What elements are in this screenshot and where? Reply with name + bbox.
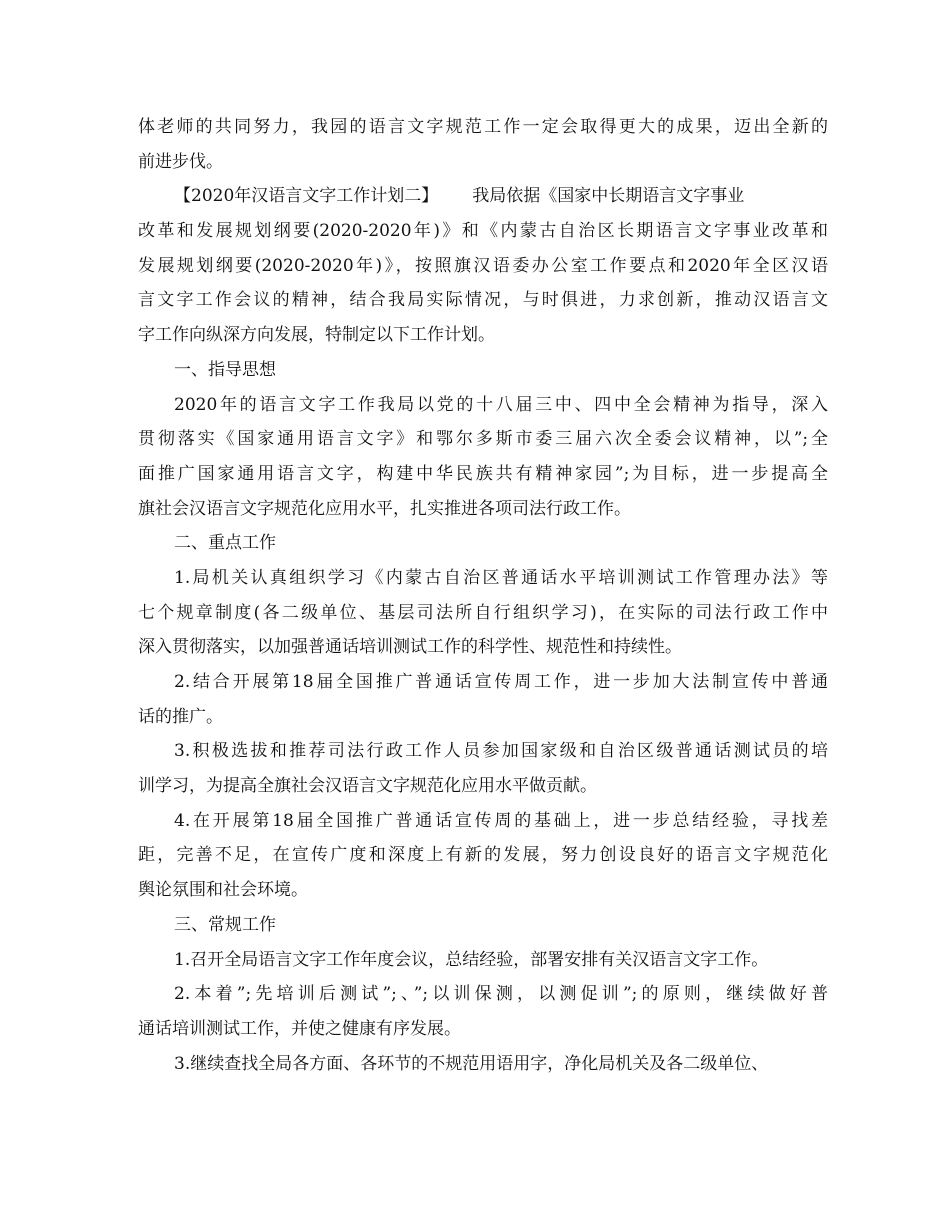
section-heading: 一、指导思想 bbox=[174, 359, 276, 380]
text-line: 七个规章制度(各二级单位、基层司法所自行组织学习)，在实际的司法行政工作中 bbox=[138, 602, 828, 623]
text-line: 发展规划纲要(2020-2020年)》，按照旗汉语委办公室工作要点和2020年全区汉语 bbox=[138, 255, 828, 276]
text-line: 话的推广。 bbox=[138, 706, 223, 727]
section-heading: 【2020年汉语言文字工作计划二】 bbox=[174, 186, 439, 207]
section-heading-line bbox=[138, 179, 828, 214]
text-line: 旗社会汉语言文字规范化应用水平，扎实推进各项司法行政工作。 bbox=[138, 498, 631, 519]
text-line: 体老师的共同努力，我园的语言文字规范工作一定会取得更大的成果，迈出全新的 bbox=[138, 117, 828, 137]
text-line: 2.本着”;先培训后测试”;、”;以训保测，以测促训”;的原则，继续做好普 bbox=[174, 984, 828, 1005]
text-line: 距，完善不足，在宣传广度和深度上有新的发展，努力创设良好的语言文字规范化 bbox=[138, 845, 828, 866]
text-line: 贯彻落实《国家通用语言文字》和鄂尔多斯市委三届六次全委会议精神，以”;全 bbox=[138, 429, 828, 450]
text-line: 训学习，为提高全旗社会汉语言文字规范化应用水平做贡献。 bbox=[138, 776, 597, 797]
section-heading: 三、常规工作 bbox=[174, 914, 276, 935]
text-line: 通话培训测试工作，并使之健康有序发展。 bbox=[138, 1018, 461, 1039]
section-heading: 二、重点工作 bbox=[174, 533, 276, 554]
text-line: 3.继续查找全局各方面、各环节的不规范用语用字，净化局机关及各二级单位、 bbox=[174, 1053, 769, 1074]
text-line: 我局依据《国家中长期语言文字事业 bbox=[472, 186, 745, 207]
text-line: 舆论氛围和社会环境。 bbox=[138, 880, 308, 901]
text-line: 4.在开展第18届全国推广普通话宣传周的基础上，进一步总结经验，寻找差 bbox=[174, 810, 828, 831]
text-line: 2.结合开展第18届全国推广普通话宣传周工作，进一步加大法制宣传中普通 bbox=[174, 672, 828, 692]
text-line: 前进步伐。 bbox=[138, 151, 223, 172]
text-line: 深入贯彻落实，以加强普通话培训测试工作的科学性、规范性和持续性。 bbox=[138, 637, 682, 658]
text-line: 1.召开全局语言文字工作年度会议，总结经验，部署安排有关汉语言文字工作。 bbox=[174, 949, 769, 970]
text-line: 3.积极选拔和推荐司法行政工作人员参加国家级和自治区级普通话测试员的培 bbox=[174, 741, 828, 762]
text-line: 字工作向纵深方向发展，特制定以下工作计划。 bbox=[138, 325, 495, 346]
text-line: 改革和发展规划纲要(2020-2020年)》和《内蒙古自治区长期语言文字事业改革和 bbox=[138, 221, 828, 242]
text-line: 面推广国家通用语言文字，构建中华民族共有精神家园”;为目标，进一步提高全 bbox=[138, 463, 828, 484]
document-body bbox=[138, 110, 828, 1081]
text-line: 2020年的语言文字工作我局以党的十八届三中、四中全会精神为指导，深入 bbox=[174, 394, 828, 415]
text-line: 1.局机关认真组织学习《内蒙古自治区普通话水平培训测试工作管理办法》等 bbox=[174, 567, 828, 588]
text-line: 言文字工作会议的精神，结合我局实际情况，与时俱进，力求创新，推动汉语言文 bbox=[138, 290, 828, 311]
